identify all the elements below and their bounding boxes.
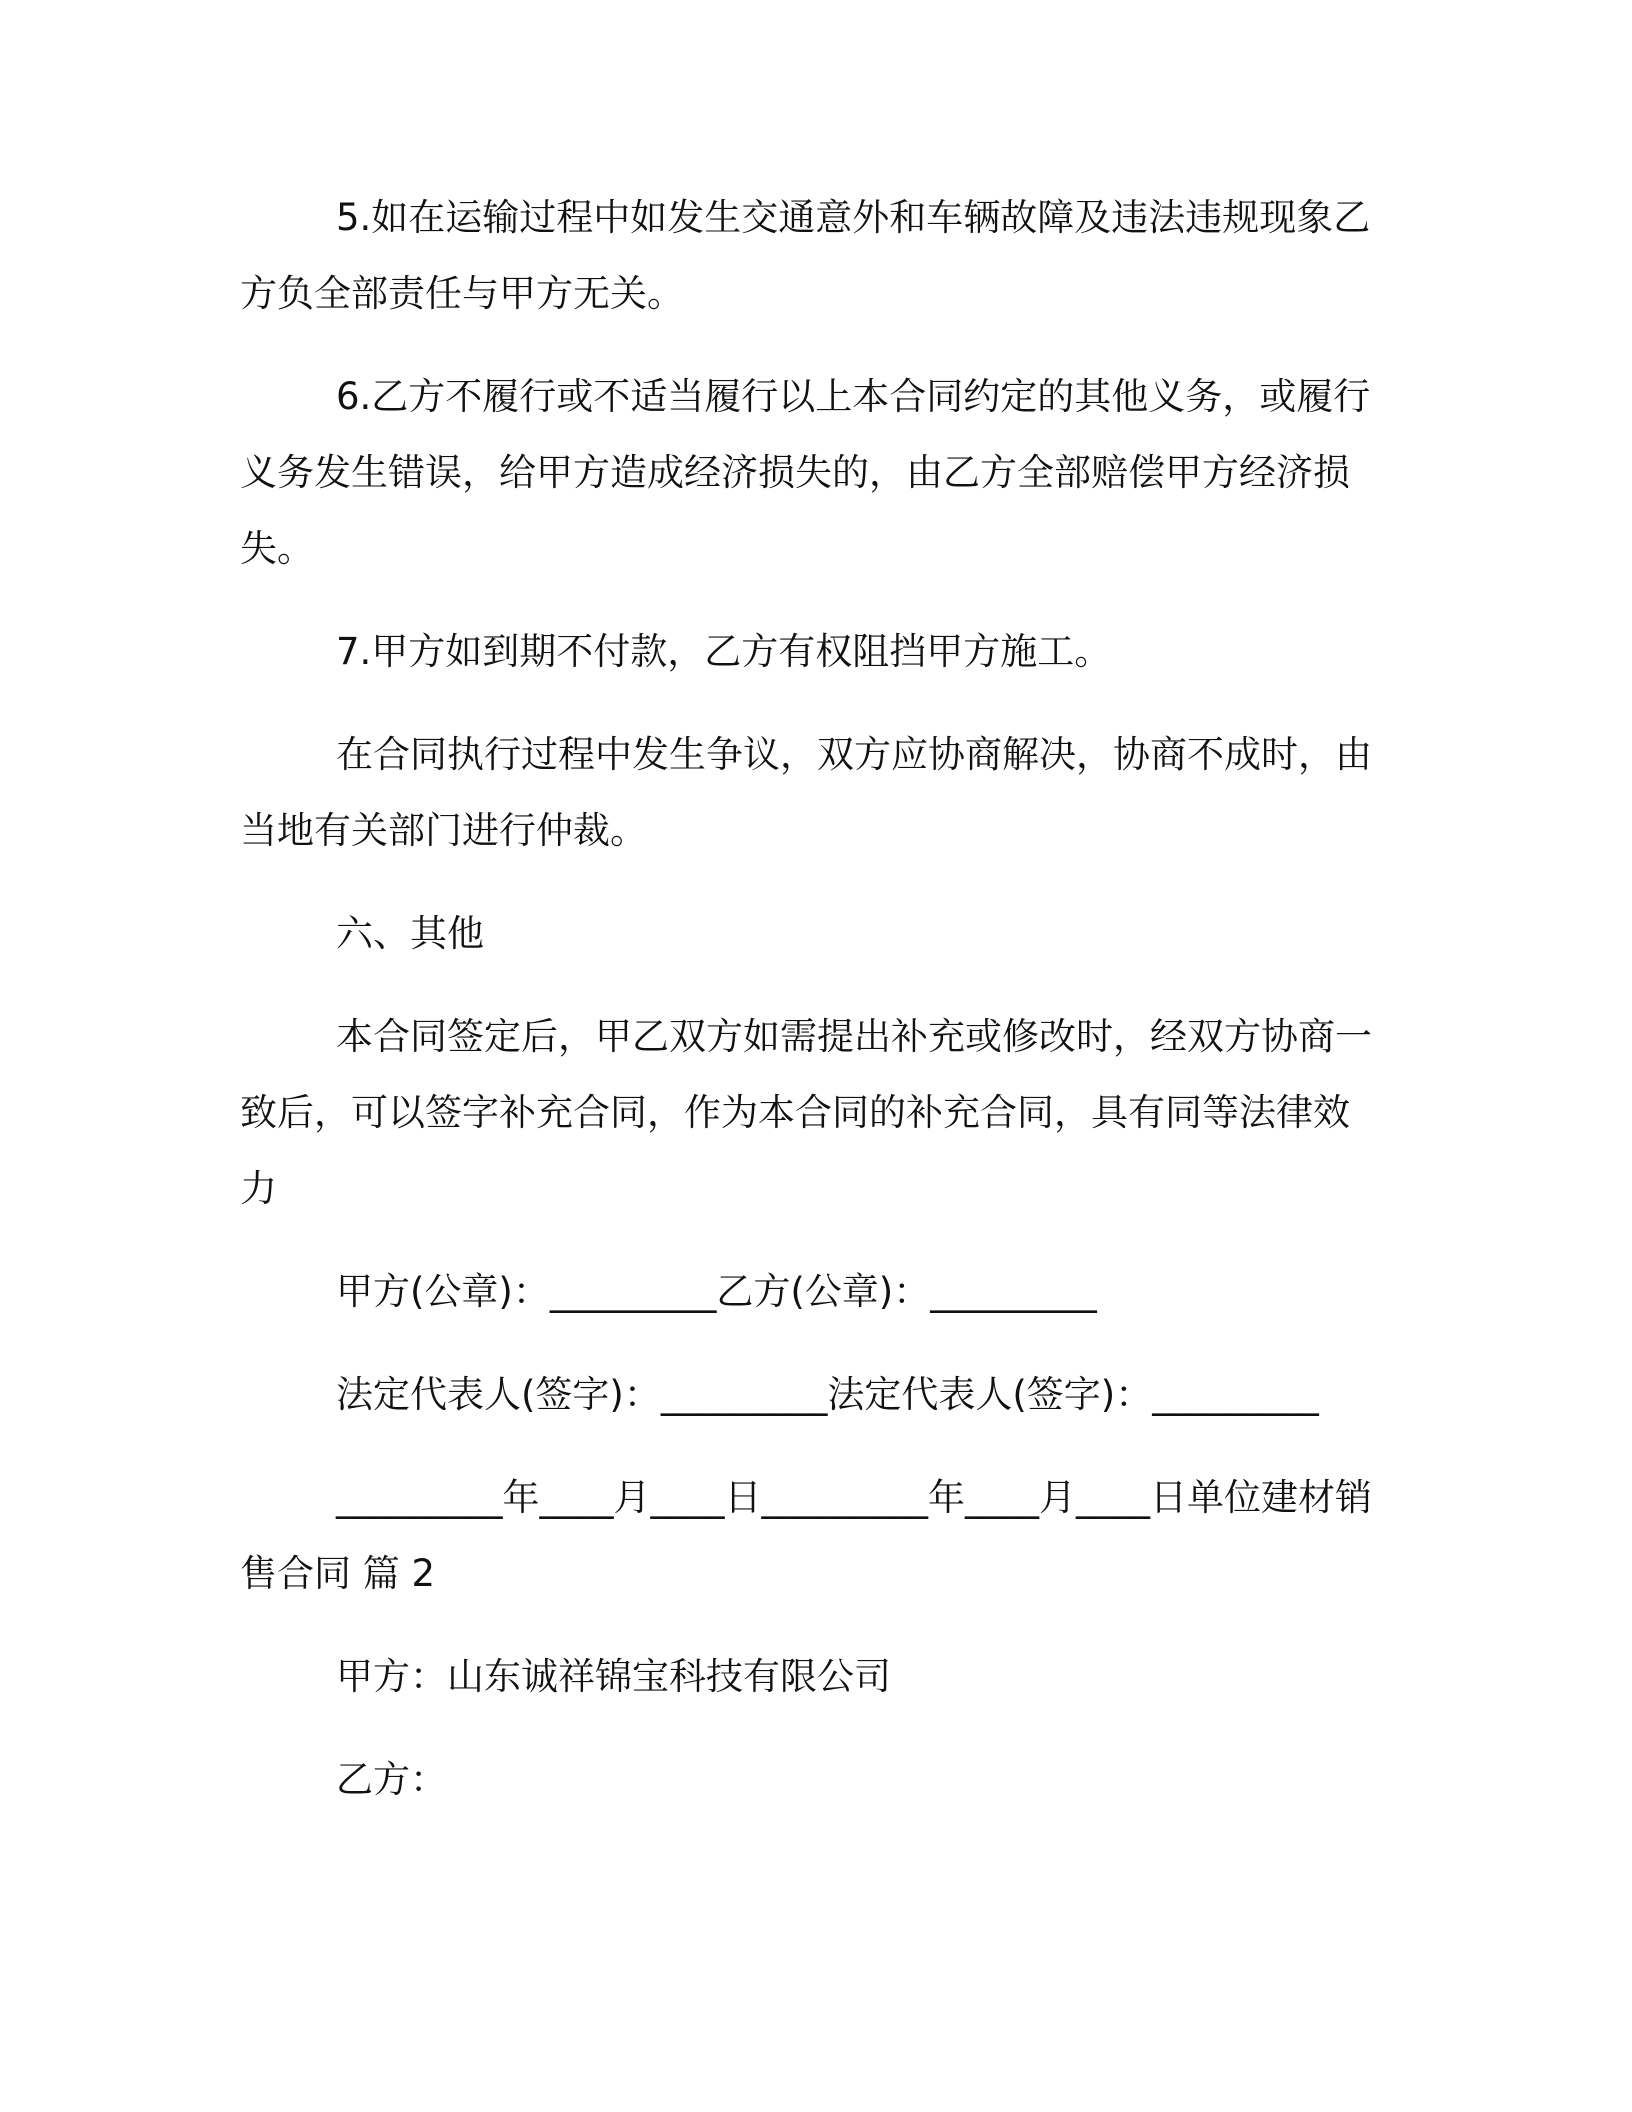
clause-6: 6.乙方不履行或不适当履行以上本合同约定的其他义务，或履行义务发生错误，给甲方造成经济损失的，由乙方全部赔偿甲方经济损失。 [240,375,1371,570]
section-heading-other: 六、其他 [336,912,484,955]
representative-signature-line: 法定代表人(签字)：_________法定代表人(签字)：_________ [336,1373,1319,1416]
document-body [240,180,1380,1845]
clause-5: 5.如在运输过程中如发生交通意外和车辆故障及违法违规现象乙方负全部责任与甲方无关。 [240,196,1371,315]
dispute-clause: 在合同执行过程中发生争议，双方应协商解决，协商不成时，由当地有关部门进行仲裁。 [240,733,1372,852]
clause-7: 7.甲方如到期不付款，乙方有权阻挡甲方施工。 [336,630,1112,673]
party-b-line: 乙方： [336,1758,447,1801]
party-a-line: 甲方：山东诚祥锦宝科技有限公司 [336,1655,891,1698]
supplement-clause: 本合同签定后，甲乙双方如需提出补充或修改时，经双方协商一致后，可以签字补充合同，作为本合同的补充合同，具有同等法律效力 [240,1015,1372,1210]
seal-line: 甲方(公章)：_________乙方(公章)：_________ [336,1270,1097,1313]
date-line-and-contract-title: _________年____月____日_________年____月____日单位建材销售合同 篇 2 [240,1476,1372,1595]
